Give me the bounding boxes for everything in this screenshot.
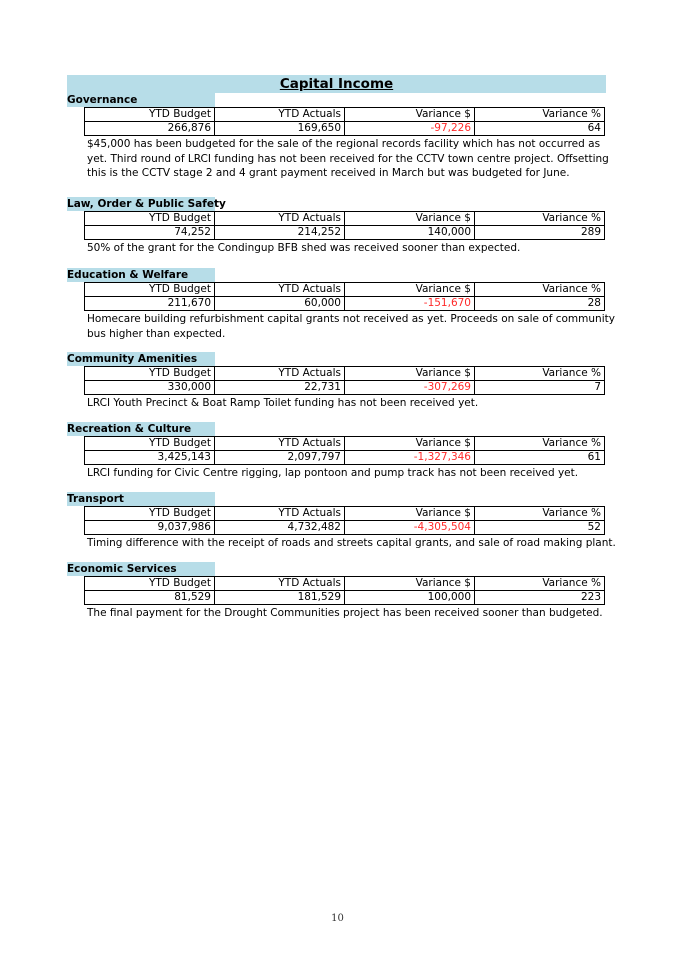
table-header-row bbox=[85, 507, 605, 521]
column-header: YTD Budget bbox=[85, 283, 215, 297]
column-header: Variance $ bbox=[345, 367, 475, 381]
column-header: YTD Budget bbox=[85, 108, 215, 122]
ytd-actuals-cell: 22,731 bbox=[215, 381, 345, 395]
section-note: $45,000 has been budgeted for the sale of the regional records facility which has not occurred as yet. Third round of LRCI funding has not been received for the CCTV town centre project. Offsetting this is the CCTV stage 2 and 4 grant payment received in March but was budgeted for June. bbox=[87, 138, 609, 179]
section-note: LRCI Youth Precinct & Boat Ramp Toilet funding has not been received yet. bbox=[87, 397, 479, 409]
column-header: Variance $ bbox=[345, 437, 475, 451]
ytd-budget-cell: 74,252 bbox=[85, 226, 215, 240]
ytd-budget-cell: 9,037,986 bbox=[85, 521, 215, 535]
variance-amount-cell: -4,305,504 bbox=[345, 521, 475, 535]
table-row bbox=[85, 122, 605, 136]
column-header: YTD Actuals bbox=[215, 577, 345, 591]
column-header: YTD Budget bbox=[85, 507, 215, 521]
variance-percent-cell: 64 bbox=[475, 122, 605, 136]
variance-amount-cell: -1,327,346 bbox=[345, 451, 475, 465]
ytd-actuals-cell: 169,650 bbox=[215, 122, 345, 136]
ytd-actuals-cell: 214,252 bbox=[215, 226, 345, 240]
table-header-row bbox=[85, 212, 605, 226]
section-block bbox=[67, 492, 627, 551]
ytd-actuals-cell: 181,529 bbox=[215, 591, 345, 605]
variance-table bbox=[84, 107, 605, 136]
column-header: Variance % bbox=[475, 108, 605, 122]
variance-table bbox=[84, 282, 605, 311]
section-block bbox=[67, 197, 627, 256]
table-row bbox=[85, 297, 605, 311]
variance-table bbox=[84, 506, 605, 535]
table-row bbox=[85, 591, 605, 605]
variance-table bbox=[84, 211, 605, 240]
table-header-row bbox=[85, 108, 605, 122]
section-note: 50% of the grant for the Condingup BFB shed was received sooner than expected. bbox=[87, 242, 521, 254]
table-row bbox=[85, 451, 605, 465]
ytd-actuals-cell: 4,732,482 bbox=[215, 521, 345, 535]
section-note: LRCI funding for Civic Centre rigging, lap pontoon and pump track has not been received yet. bbox=[87, 467, 579, 479]
variance-amount-cell: -307,269 bbox=[345, 381, 475, 395]
column-header: Variance $ bbox=[345, 507, 475, 521]
section-block bbox=[67, 268, 627, 341]
column-header: Variance % bbox=[475, 577, 605, 591]
variance-amount-cell: 140,000 bbox=[345, 226, 475, 240]
ytd-budget-cell: 330,000 bbox=[85, 381, 215, 395]
section-block bbox=[67, 352, 627, 411]
variance-amount-cell: -97,226 bbox=[345, 122, 475, 136]
column-header: Variance % bbox=[475, 283, 605, 297]
column-header: YTD Actuals bbox=[215, 507, 345, 521]
ytd-budget-cell: 211,670 bbox=[85, 297, 215, 311]
table-row bbox=[85, 521, 605, 535]
table-header-row bbox=[85, 283, 605, 297]
table-row bbox=[85, 226, 605, 240]
column-header: YTD Budget bbox=[85, 367, 215, 381]
page-number: 10 bbox=[331, 913, 344, 924]
section-note: The final payment for the Drought Communities project has been received sooner than budgeted. bbox=[87, 607, 603, 619]
variance-percent-cell: 28 bbox=[475, 297, 605, 311]
section-label: Governance bbox=[67, 93, 215, 107]
column-header: Variance $ bbox=[345, 577, 475, 591]
section-label: Education & Welfare bbox=[67, 268, 215, 282]
ytd-actuals-cell: 60,000 bbox=[215, 297, 345, 311]
ytd-budget-cell: 81,529 bbox=[85, 591, 215, 605]
column-header: YTD Budget bbox=[85, 437, 215, 451]
column-header: YTD Actuals bbox=[215, 108, 345, 122]
variance-table bbox=[84, 576, 605, 605]
variance-percent-cell: 223 bbox=[475, 591, 605, 605]
column-header: YTD Actuals bbox=[215, 212, 345, 226]
variance-table bbox=[84, 436, 605, 465]
ytd-actuals-cell: 2,097,797 bbox=[215, 451, 345, 465]
section-label: Recreation & Culture bbox=[67, 422, 215, 436]
section-label: Law, Order & Public Safety bbox=[67, 198, 226, 210]
variance-percent-cell: 7 bbox=[475, 381, 605, 395]
column-header: YTD Actuals bbox=[215, 437, 345, 451]
page-title: Capital Income bbox=[279, 76, 394, 92]
section-label: Community Amenities bbox=[67, 352, 215, 366]
column-header: YTD Budget bbox=[85, 212, 215, 226]
column-header: Variance % bbox=[475, 212, 605, 226]
section-block bbox=[67, 422, 627, 481]
column-header: Variance $ bbox=[345, 283, 475, 297]
column-header: Variance $ bbox=[345, 108, 475, 122]
table-row bbox=[85, 381, 605, 395]
section-note: Timing difference with the receipt of roads and streets capital grants, and sale of road making plant. bbox=[87, 537, 616, 549]
section-block bbox=[67, 93, 627, 181]
variance-table bbox=[84, 366, 605, 395]
section-block bbox=[67, 562, 627, 621]
table-header-row bbox=[85, 577, 605, 591]
variance-percent-cell: 61 bbox=[475, 451, 605, 465]
column-header: YTD Budget bbox=[85, 577, 215, 591]
column-header: Variance % bbox=[475, 437, 605, 451]
section-label: Economic Services bbox=[67, 562, 215, 576]
title-band bbox=[67, 75, 606, 93]
column-header: Variance % bbox=[475, 367, 605, 381]
variance-amount-cell: -151,670 bbox=[345, 297, 475, 311]
table-header-row bbox=[85, 437, 605, 451]
column-header: YTD Actuals bbox=[215, 367, 345, 381]
ytd-budget-cell: 266,876 bbox=[85, 122, 215, 136]
variance-percent-cell: 52 bbox=[475, 521, 605, 535]
variance-amount-cell: 100,000 bbox=[345, 591, 475, 605]
table-header-row bbox=[85, 367, 605, 381]
column-header: Variance % bbox=[475, 507, 605, 521]
ytd-budget-cell: 3,425,143 bbox=[85, 451, 215, 465]
section-note: Homecare building refurbishment capital grants not received as yet. Proceeds on sale of community bus higher than expected. bbox=[87, 313, 615, 340]
section-label: Transport bbox=[67, 492, 215, 506]
column-header: Variance $ bbox=[345, 212, 475, 226]
variance-percent-cell: 289 bbox=[475, 226, 605, 240]
column-header: YTD Actuals bbox=[215, 283, 345, 297]
